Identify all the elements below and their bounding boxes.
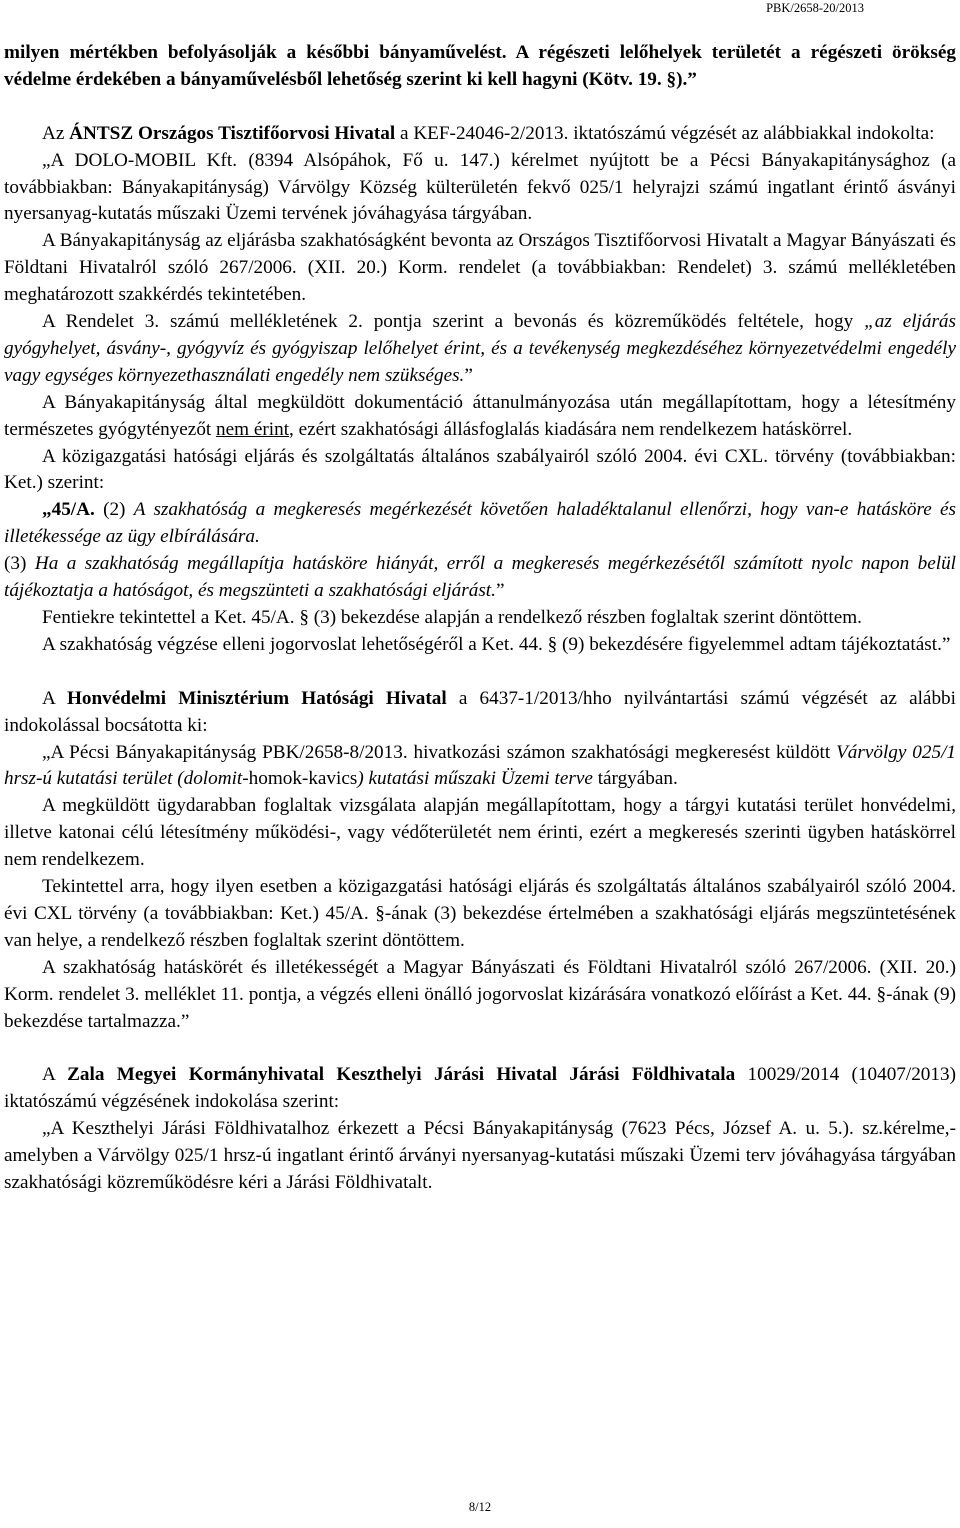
authority-name-honvedelmi: Honvédelmi Minisztérium Hatósági Hivatal <box>66 687 447 709</box>
paragraph-rendelet: A Rendelet 3. számú mellékletének 2. pontja szerint a bevonás és közreműködés feltétele, hogy „az eljárás gyógyhelyet, ásvány-, gyógyvíz és gyógyiszap lelőhelyet érint, és a tevékenység megkezdéséhez környezetvédelmi engedély vagy egységes környezethasználati engedély nem szükséges.” <box>4 311 956 386</box>
paragraph-dolo-mobil: „A DOLO-MOBIL Kft. (8394 Alsópáhok, Fő u. 147.) kérelmet nyújtott be a Pécsi Bányakapitánysághoz (a továbbiakban: Bányakapitányság) Várvölgy Község külterületén fekvő 025/1 helyrajzi számú ingatlant érintő ásványi nyersanyag-kutatás műszaki Üzemi tervének jóváhagyása tárgyában. <box>4 149 956 225</box>
paragraph-hataskor: A szakhatóság hatáskörét és illetékességét a Magyar Bányászati és Földtani Hivatalról szóló 267/2006. (XII. 20.) Korm. rendelet 3. melléklet 11. pontja, a végzés elleni önálló jogorvoslat kizárására vonatkozó előírást a Ket. 44. §-ának (9) bekezdése tartalmazza.” <box>4 956 956 1032</box>
document-reference-header: PBK/2658-20/2013 <box>766 1 864 15</box>
paragraph-keszthelyi: „A Keszthelyi Járási Földhivatalhoz érkezett a Pécsi Bányakapitányság (7623 Pécs, József A. u. 5.). sz.kérelme,- amelyben a Várvölgy 025/1 hrsz-ú ingatlant érintő árványi nyersanyag-kutatási műszaki Üzemi terv jóváhagyása tárgyában szakhatósági közreműködésre kéri a Járási Földhivatalt. <box>4 1118 956 1194</box>
paragraph-bevonta: A Bányakapitányság az eljárásba szakhatóságként bevonta az Országos Tisztifőorvosi Hivatalt a Magyar Bányászati és Földtani Hivatalról szóló 267/2006. (XII. 20.) Korm. rendelet (a továbbiakban: Rendelet) 3. számú mellékletében meghatározott szakkérdés tekintetében. <box>4 230 956 306</box>
paragraph-45a-3: (3) Ha a szakhatóság megállapítja hatásköre hiányát, erről a megkeresés megérkezésétől számított nyolc napon belül tájékoztatja a hatóságot, és megszünteti a szakhatósági eljárást.” <box>4 553 957 602</box>
paragraph-45a-2: „45/A. (2) A szakhatóság a megkeresés megérkezését követően haladéktalanul ellenőrzi, hogy van-e hatásköre és illetékessége az ügy elbírálására. <box>4 499 957 548</box>
underlined-nem-erint: nem érint <box>216 418 290 440</box>
paragraph-pbk-megkereses: „A Pécsi Bányakapitányság PBK/2658-8/2013. hivatkozási számon szakhatósági megkeresést küldött Várvölgy 025/1 hrsz-ú kutatási terület (dolomit-homok-kavics) kutatási műszaki Üzemi terve tárgyában. <box>4 741 956 790</box>
bold-archaeology-text: milyen mértékben befolyásolják a későbbi bányaművelést. A régészeti lelőhelyek területét a régészeti örökség védelme érdekében a bányaművelésből lehetőség szerint ki kell hagyni (Kötv. 19. §).” <box>4 42 956 90</box>
paragraph-fentiekre: Fentiekre tekintettel a Ket. 45/A. § (3) bekezdése alapján a rendelkező részben foglaltak szerint döntöttem. <box>42 607 862 629</box>
italic-quote-feltetel: „az eljárás gyógyhelyet, ásvány-, gyógyvíz és gyógyiszap lelőhelyet érint, és a tevékenység megkezdéséhez környezetvédelmi engedély vagy egységes környezethasználati engedély nem szükséges. <box>4 311 956 386</box>
italic-45a-3-text: Ha a szakhatóság megállapítja hatásköre hiányát, erről a megkeresés megérkezésétől számított nyolc napon belül tájékoztatja a hatóságot, és megszünteti a szakhatósági eljárást. <box>4 553 957 602</box>
italic-uzemi-terv: ) kutatási műszaki Üzemi terve <box>357 768 593 790</box>
paragraph-zala-intro: A Zala Megyei Kormányhivatal Keszthelyi Járási Hivatal Járási Földhivatala 10029/2014 (10407/2013) iktatószámú végzésének indokolása szerint: <box>4 1064 956 1113</box>
paragraph-ket-intro: A közigazgatási hatósági eljárás és szolgáltatás általános szabályairól szóló 2004. évi CXL. törvény (továbbiakban: Ket.) szerint: <box>4 445 956 494</box>
document-body <box>4 40 956 1197</box>
paragraph-archaeology <box>4 40 956 94</box>
bold-45a: „45/A. <box>42 499 95 521</box>
paragraph-honvedelmi-intro: A Honvédelmi Minisztérium Hatósági Hivatal a 6437-1/2013/hho nyilvántartási számú végzését az alábbi indokolással bocsátotta ki: <box>4 687 956 736</box>
italic-45a-2-text: A szakhatóság a megkeresés megérkezését követően haladéktalanul ellenőrzi, hogy van-e hatásköre és illetékessége az ügy elbírálására. <box>4 499 957 548</box>
paragraph-antsz-intro: Az ÁNTSZ Országos Tisztifőorvosi Hivatal a KEF-24046-2/2013. iktatószámú végzését az alábbiakkal indokolta: <box>42 122 935 144</box>
authority-name-zala: Zala Megyei Kormányhivatal Keszthelyi Járási Hivatal Járási Földhivatala <box>67 1064 736 1086</box>
paragraph-tekintettel: Tekintettel arra, hogy ilyen esetben a közigazgatási hatósági eljárás és szolgáltatás általános szabályairól szóló 2004. évi CXL törvény (a továbbiakban: Ket.) 45/A. §-ának (3) bekezdése értelmében a szakhatósági eljárás megszüntetésének van helye, a rendelkező részben foglaltak szerint döntöttem. <box>4 876 956 951</box>
page-number: 8/12 <box>468 1500 492 1514</box>
authority-name-antsz: ÁNTSZ Országos Tisztifőorvosi Hivatal <box>69 122 396 144</box>
italic-kutatasi-terulet: Várvölgy 025/1 hrsz-ú kutatási terület (dolomit- <box>4 741 956 790</box>
paragraph-dokumentacio: A Bányakapitányság által megküldött dokumentáció áttanulmányozása után megállapítottam, hogy a létesítmény természetes gyógytényezőt nem érint, ezért szakhatósági állásfoglalás kiadására nem rendelkezem hatáskörrel. <box>4 391 956 440</box>
paragraph-jogorvoslat: A szakhatóság végzése elleni jogorvoslat lehetőségéről a Ket. 44. § (9) bekezdésére figyelemmel adtam tájékoztatást.” <box>42 633 951 655</box>
paragraph-ugydarab: A megküldött ügydarabban foglaltak vizsgálata alapján megállapítottam, hogy a tárgyi kutatási terület honvédelmi, illetve katonai célú létesítmény működési-, vagy védőterületét nem érinti, ezért a megkeresés szerinti ügyben hatáskörrel nem rendelkezem. <box>4 795 956 871</box>
